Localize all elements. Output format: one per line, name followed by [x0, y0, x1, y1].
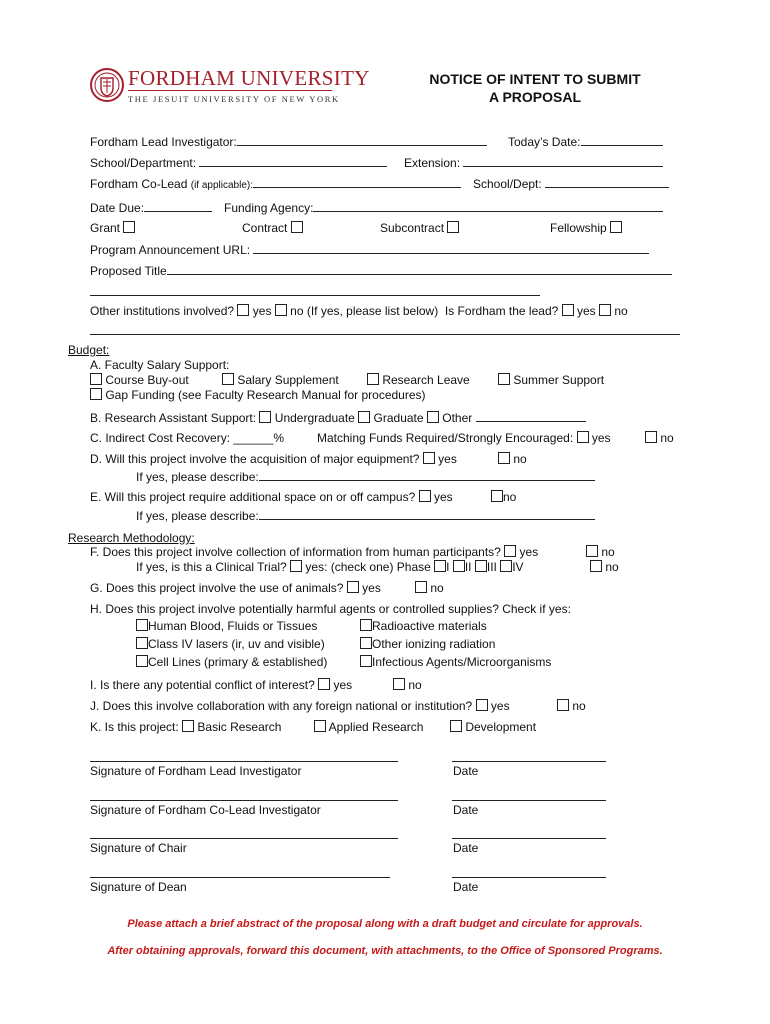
cell-lines-label: Cell Lines (primary & established)	[148, 655, 328, 669]
logo-divider	[128, 90, 332, 91]
no-label: no	[408, 678, 422, 692]
human-participants-row	[90, 545, 538, 559]
clinical-trial-yes-checkbox[interactable]	[290, 560, 302, 572]
research-leave-label: Research Leave	[382, 373, 470, 387]
equipment-describe-field[interactable]	[259, 469, 595, 481]
development-label: Development	[465, 720, 537, 734]
clinical-trial-no-option[interactable]	[590, 560, 619, 574]
section-divider	[90, 334, 680, 335]
human-blood-label: Human Blood, Fluids or Tissues	[148, 619, 318, 633]
matching-funds-label: Matching Funds Required/Strongly Encouraged:	[317, 431, 574, 445]
equipment-no-option[interactable]	[498, 452, 527, 466]
harmful-agents-label: H. Does this project involve potentially harmful agents or controlled supplies? Check if yes:	[90, 602, 571, 616]
other-institutions-label: Other institutions involved?	[90, 304, 235, 318]
project-type-row	[90, 720, 281, 734]
clinical-trial-no-checkbox[interactable]	[590, 560, 602, 572]
foreign-collaboration-row	[90, 699, 510, 713]
other-field[interactable]	[476, 410, 586, 422]
summer-support-label: Summer Support	[513, 373, 605, 387]
lead-signature-label: Signature of Fordham Lead Investigator	[90, 764, 302, 778]
human-participants-label: F. Does this project involve collection of information from human participants?	[90, 545, 501, 559]
gap-funding-option[interactable]	[90, 388, 426, 402]
fordham-lead-no-checkbox[interactable]	[599, 304, 611, 316]
phase-4-checkbox[interactable]	[500, 560, 512, 572]
university-seal-icon	[90, 64, 124, 106]
school-department-field[interactable]	[199, 155, 387, 167]
co-lead-label: Fordham Co-Lead	[90, 177, 188, 191]
contract-label: Contract	[242, 221, 288, 235]
todays-date-row	[508, 134, 663, 149]
equipment-label: D. Will this project involve the acquisition of major equipment?	[90, 452, 420, 466]
animals-label: G. Does this project involve the use of animals?	[90, 581, 344, 595]
course-buyout-option[interactable]	[90, 373, 189, 387]
yes-label: yes	[490, 699, 510, 713]
title-line-1: NOTICE OF INTENT TO SUBMIT	[429, 71, 641, 87]
salary-supplement-checkbox[interactable]	[222, 373, 234, 385]
yes-label: yes	[576, 304, 596, 318]
matching-funds-row	[317, 431, 611, 445]
describe-label: If yes, please describe:	[136, 470, 259, 484]
space-row	[90, 490, 453, 504]
date-due-field[interactable]	[144, 200, 212, 212]
program-url-label: Program Announcement URL:	[90, 243, 251, 257]
human-participants-no-checkbox[interactable]	[586, 545, 598, 557]
radioactive-label: Radioactive materials	[372, 619, 487, 633]
ionizing-checkbox[interactable]	[360, 637, 372, 649]
space-describe-field[interactable]	[259, 508, 595, 520]
salary-supplement-option[interactable]	[222, 373, 339, 387]
lead-investigator-field[interactable]	[237, 134, 487, 146]
gap-funding-checkbox[interactable]	[90, 388, 102, 400]
phase-3-checkbox[interactable]	[475, 560, 487, 572]
if-applicable-note: (if applicable):	[190, 180, 253, 191]
date-label: Date	[453, 764, 479, 778]
basic-research-label: Basic Research	[197, 720, 282, 734]
no-label: no	[513, 452, 527, 466]
radioactive-option[interactable]	[360, 619, 487, 633]
title-line-2: A PROPOSAL	[488, 89, 582, 105]
phase-3-label: III	[486, 560, 497, 574]
date-due-row	[90, 200, 212, 215]
school-department-label: School/Department:	[90, 156, 197, 170]
foreign-collaboration-yes-checkbox[interactable]	[476, 699, 488, 711]
phase-1-label: I	[446, 560, 450, 574]
methodology-heading: Research Methodology:	[68, 531, 195, 545]
describe-label: If yes, please describe:	[136, 509, 259, 523]
chair-date-line[interactable]	[452, 838, 606, 839]
other-institutions-yes-checkbox[interactable]	[237, 304, 249, 316]
infectious-label: Infectious Agents/Microorganisms	[372, 655, 552, 669]
foreign-collaboration-label: J. Does this involve collaboration with any foreign national or institution?	[90, 699, 473, 713]
clinical-trial-row	[136, 560, 524, 574]
proposed-title-label: Proposed Title	[90, 264, 167, 278]
dean-signature-label: Signature of Dean	[90, 880, 187, 894]
phase-2-label: II	[464, 560, 472, 574]
no-label: no	[572, 699, 586, 713]
ionizing-option[interactable]	[360, 637, 495, 651]
subcontract-checkbox[interactable]	[447, 221, 459, 233]
school-department-row	[90, 155, 387, 170]
space-describe-row	[136, 508, 595, 523]
subcontract-option[interactable]	[380, 221, 459, 235]
phase-2-checkbox[interactable]	[453, 560, 465, 572]
equipment-no-checkbox[interactable]	[498, 452, 510, 464]
other-institutions-no-checkbox[interactable]	[275, 304, 287, 316]
animals-no-checkbox[interactable]	[415, 581, 427, 593]
yes-label: yes	[433, 490, 453, 504]
proposed-title-line-2[interactable]	[90, 295, 540, 296]
conflict-yes-checkbox[interactable]	[318, 678, 330, 690]
graduate-checkbox[interactable]	[358, 411, 370, 423]
matching-funds-yes-checkbox[interactable]	[577, 431, 589, 443]
applied-research-label: Applied Research	[328, 720, 424, 734]
space-no-checkbox[interactable]	[491, 490, 503, 502]
fellowship-option[interactable]	[550, 221, 622, 235]
yes-label: yes	[252, 304, 272, 318]
contract-checkbox[interactable]	[291, 221, 303, 233]
equipment-describe-row	[136, 469, 595, 484]
animals-row	[90, 581, 381, 595]
lead-signature-line[interactable]	[90, 761, 398, 762]
date-due-label: Date Due:	[90, 201, 145, 215]
research-assistant-row	[90, 410, 586, 425]
date-label: Date	[453, 880, 479, 894]
matching-funds-no-checkbox[interactable]	[645, 431, 657, 443]
co-lead-row	[90, 176, 461, 193]
infectious-checkbox[interactable]	[360, 655, 372, 667]
grant-checkbox[interactable]	[123, 221, 135, 233]
foreign-collaboration-no-option[interactable]	[557, 699, 586, 713]
undergraduate-checkbox[interactable]	[259, 411, 271, 423]
school-dept-field[interactable]	[545, 176, 669, 188]
summer-support-option[interactable]	[498, 373, 604, 387]
radioactive-checkbox[interactable]	[360, 619, 372, 631]
human-blood-option[interactable]	[136, 619, 317, 633]
subcontract-label: Subcontract	[380, 221, 445, 235]
development-checkbox[interactable]	[450, 720, 462, 732]
co-lead-date-line[interactable]	[452, 800, 606, 801]
clinical-trial-label: If yes, is this a Clinical Trial?	[136, 560, 287, 574]
lasers-option[interactable]	[136, 637, 325, 651]
human-blood-checkbox[interactable]	[136, 619, 148, 631]
lead-date-line[interactable]	[452, 761, 606, 762]
todays-date-label: Today’s Date:	[508, 135, 581, 149]
no-label: no	[601, 545, 615, 559]
school-dept-row	[473, 176, 669, 191]
research-assistant-label: B. Research Assistant Support:	[90, 411, 257, 425]
conflict-label: I. Is there any potential conflict of interest?	[90, 678, 315, 692]
course-buyout-checkbox[interactable]	[90, 373, 102, 385]
contract-option[interactable]	[242, 221, 303, 235]
other-institutions-row	[90, 304, 628, 318]
lead-investigator-label: Fordham Lead Investigator:	[90, 135, 237, 149]
development-option[interactable]	[450, 720, 536, 734]
proposed-title-field[interactable]	[167, 263, 672, 275]
equipment-row	[90, 452, 457, 466]
form-title	[400, 70, 670, 106]
forward-note: After obtaining approvals, forward this document, with attachments, to the Office of Sponsored Programs.	[107, 945, 663, 957]
phase-1-checkbox[interactable]	[434, 560, 446, 572]
no-label: no	[430, 581, 444, 595]
extension-field[interactable]	[463, 155, 663, 167]
co-lead-signature-label: Signature of Fordham Co-Lead Investigator	[90, 803, 321, 817]
no-label: no	[605, 560, 619, 574]
todays-date-field[interactable]	[581, 134, 663, 146]
space-yes-checkbox[interactable]	[419, 490, 431, 502]
course-buyout-label: Course Buy-out	[105, 373, 189, 387]
yes-label: yes	[591, 431, 611, 445]
animals-no-option[interactable]	[415, 581, 444, 595]
infectious-option[interactable]	[360, 655, 551, 669]
extension-row	[404, 155, 663, 170]
cell-lines-checkbox[interactable]	[136, 655, 148, 667]
lasers-label: Class IV lasers (ir, uv and visible)	[148, 637, 325, 651]
budget-heading: Budget:	[68, 343, 110, 357]
undergraduate-label: Undergraduate	[274, 411, 355, 425]
yes-label: yes	[519, 545, 539, 559]
program-url-row	[90, 242, 649, 257]
dean-date-line[interactable]	[452, 877, 606, 878]
lead-investigator-row	[90, 134, 487, 149]
animals-yes-checkbox[interactable]	[347, 581, 359, 593]
university-name: FORDHAM UNIVERSITY	[128, 66, 370, 90]
space-no-option[interactable]	[491, 490, 516, 504]
research-leave-option[interactable]	[367, 373, 470, 387]
research-leave-checkbox[interactable]	[367, 373, 379, 385]
funding-agency-label: Funding Agency:	[224, 201, 314, 215]
program-url-field[interactable]	[253, 242, 649, 254]
project-type-label: K. Is this project:	[90, 720, 179, 734]
conflict-row	[90, 678, 352, 692]
indirect-cost-label: C. Indirect Cost Recovery: ______%	[90, 431, 285, 445]
extension-label: Extension:	[404, 156, 461, 170]
date-label: Date	[453, 803, 479, 817]
phase-4-label: IV	[512, 560, 524, 574]
other-label: Other	[442, 411, 473, 425]
applied-research-option[interactable]	[314, 720, 423, 734]
salary-supplement-label: Salary Supplement	[237, 373, 339, 387]
gap-funding-label: Gap Funding (see Faculty Research Manual for procedures)	[105, 388, 426, 402]
space-label: E. Will this project require additional space on or off campus?	[90, 490, 416, 504]
human-participants-no-option[interactable]	[586, 545, 615, 559]
funding-agency-field[interactable]	[313, 200, 663, 212]
applied-research-checkbox[interactable]	[314, 720, 326, 732]
funding-agency-row	[224, 200, 663, 215]
proposed-title-row	[90, 263, 672, 278]
yes-label: yes	[438, 452, 457, 466]
date-label: Date	[453, 841, 479, 855]
fordham-lead-label: Is Fordham the lead?	[444, 304, 559, 318]
chair-signature-label: Signature of Chair	[90, 841, 187, 855]
equipment-yes-checkbox[interactable]	[423, 452, 435, 464]
other-checkbox[interactable]	[427, 411, 439, 423]
basic-research-checkbox[interactable]	[182, 720, 194, 732]
no-label: no	[660, 431, 674, 445]
human-participants-yes-checkbox[interactable]	[504, 545, 516, 557]
fellowship-label: Fellowship	[550, 221, 607, 235]
fordham-lead-yes-checkbox[interactable]	[562, 304, 574, 316]
no-list-label: no (If yes, please list below)	[290, 304, 439, 318]
no-label: no	[503, 490, 517, 504]
conflict-no-option[interactable]	[393, 678, 422, 692]
summer-support-checkbox[interactable]	[498, 373, 510, 385]
matching-funds-no-option[interactable]	[645, 431, 674, 445]
fellowship-checkbox[interactable]	[610, 221, 622, 233]
chair-signature-line[interactable]	[90, 838, 398, 839]
school-dept-label: School/Dept:	[473, 177, 542, 191]
lasers-checkbox[interactable]	[136, 637, 148, 649]
graduate-label: Graduate	[373, 411, 424, 425]
co-lead-field[interactable]	[253, 176, 461, 188]
abstract-note: Please attach a brief abstract of the proposal along with a draft budget and circulate for approvals.	[127, 918, 643, 930]
grant-option[interactable]	[90, 221, 135, 235]
no-label: no	[614, 304, 628, 318]
conflict-no-checkbox[interactable]	[393, 678, 405, 690]
faculty-salary-label: A. Faculty Salary Support:	[90, 358, 230, 372]
university-tagline: THE JESUIT UNIVERSITY OF NEW YORK	[128, 94, 340, 104]
cell-lines-option[interactable]	[136, 655, 327, 669]
dean-signature-line[interactable]	[90, 877, 390, 878]
ionizing-label: Other ionizing radiation	[372, 637, 496, 651]
grant-label: Grant	[90, 221, 121, 235]
yes-label: yes	[333, 678, 353, 692]
foreign-collaboration-no-checkbox[interactable]	[557, 699, 569, 711]
yes-label: yes	[362, 581, 381, 595]
co-lead-signature-line[interactable]	[90, 800, 398, 801]
phase-label: yes: (check one) Phase	[305, 560, 431, 574]
